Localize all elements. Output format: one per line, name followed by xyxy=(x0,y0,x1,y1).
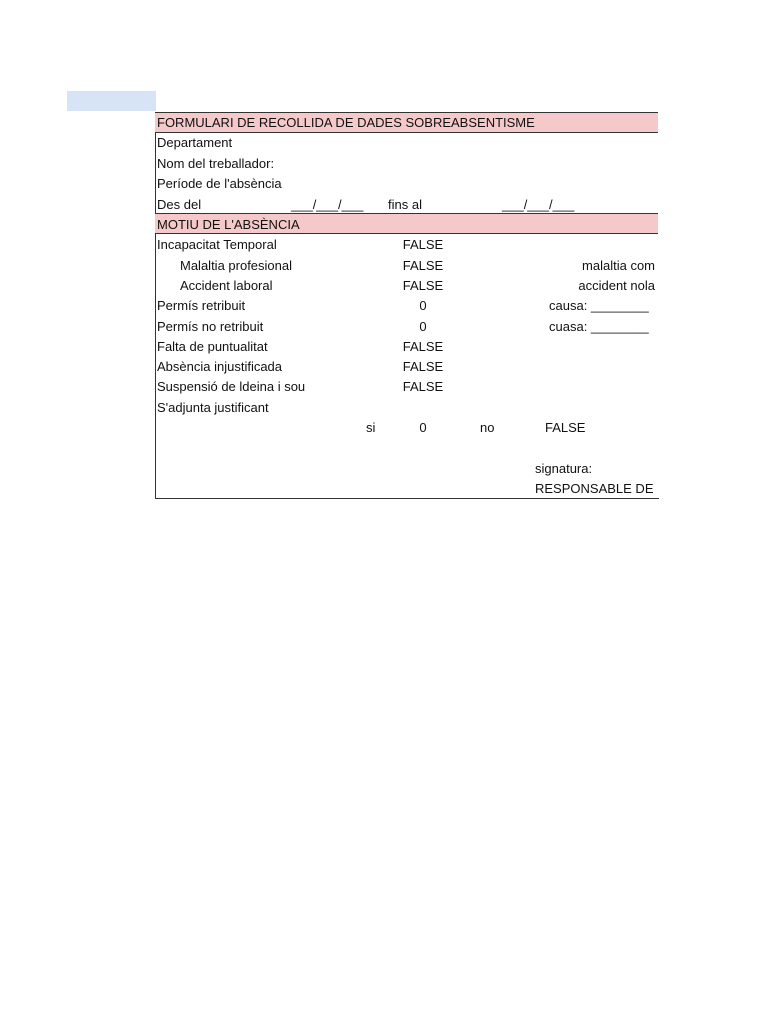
reason-value[interactable]: FALSE xyxy=(402,339,444,354)
reason-label: Incapacitat Temporal xyxy=(157,237,277,252)
yes-value[interactable]: 0 xyxy=(419,420,427,435)
no-value[interactable]: FALSE xyxy=(545,420,586,435)
from-label: Des del xyxy=(157,197,202,212)
reason-value[interactable]: FALSE xyxy=(402,258,444,273)
reason-value[interactable]: FALSE xyxy=(402,278,444,293)
reason-extra: malaltia com xyxy=(582,258,655,273)
reason-label: Permís retribuit xyxy=(157,298,246,313)
attachment-label: S'adjunta justificant xyxy=(157,400,269,415)
worker-name-label[interactable]: Nom del treballador: xyxy=(157,156,275,171)
cause-field[interactable]: cuasa: ________ xyxy=(549,319,649,334)
reason-label: Accident laboral xyxy=(180,278,273,293)
reason-label: Absència injustificada xyxy=(157,359,283,374)
reason-label: Falta de puntualitat xyxy=(157,339,268,354)
yes-label: si xyxy=(366,420,376,435)
to-label: fins al xyxy=(388,197,422,212)
responsible-label: RESPONSABLE DE xyxy=(535,481,654,496)
reason-value[interactable]: FALSE xyxy=(402,379,444,394)
reason-value[interactable]: FALSE xyxy=(402,359,444,374)
reason-label: Malaltia profesional xyxy=(180,258,293,273)
reason-label: Suspensió de ldeina i sou xyxy=(157,379,306,394)
from-date-field[interactable]: ___/___/___ xyxy=(291,197,364,212)
reason-extra: accident nola xyxy=(578,278,655,293)
form-content xyxy=(155,112,658,498)
reason-value[interactable]: 0 xyxy=(419,298,427,313)
signature-label: signatura: xyxy=(535,461,593,476)
period-label: Període de l'absència xyxy=(157,176,282,191)
form-title: FORMULARI DE RECOLLIDA DE DADES SOBREABSENTISME xyxy=(157,115,535,130)
reason-value[interactable]: FALSE xyxy=(402,237,444,252)
cause-field[interactable]: causa: ________ xyxy=(549,298,649,313)
to-date-field[interactable]: ___/___/___ xyxy=(502,197,575,212)
reason-label: Permís no retribuit xyxy=(157,319,264,334)
departament-label[interactable]: Departament xyxy=(157,135,233,150)
selected-cell-highlight[interactable] xyxy=(67,91,156,111)
reason-value[interactable]: 0 xyxy=(419,319,427,334)
motiu-title: MOTIU DE L'ABSÈNCIA xyxy=(157,217,300,232)
no-label: no xyxy=(480,420,495,435)
